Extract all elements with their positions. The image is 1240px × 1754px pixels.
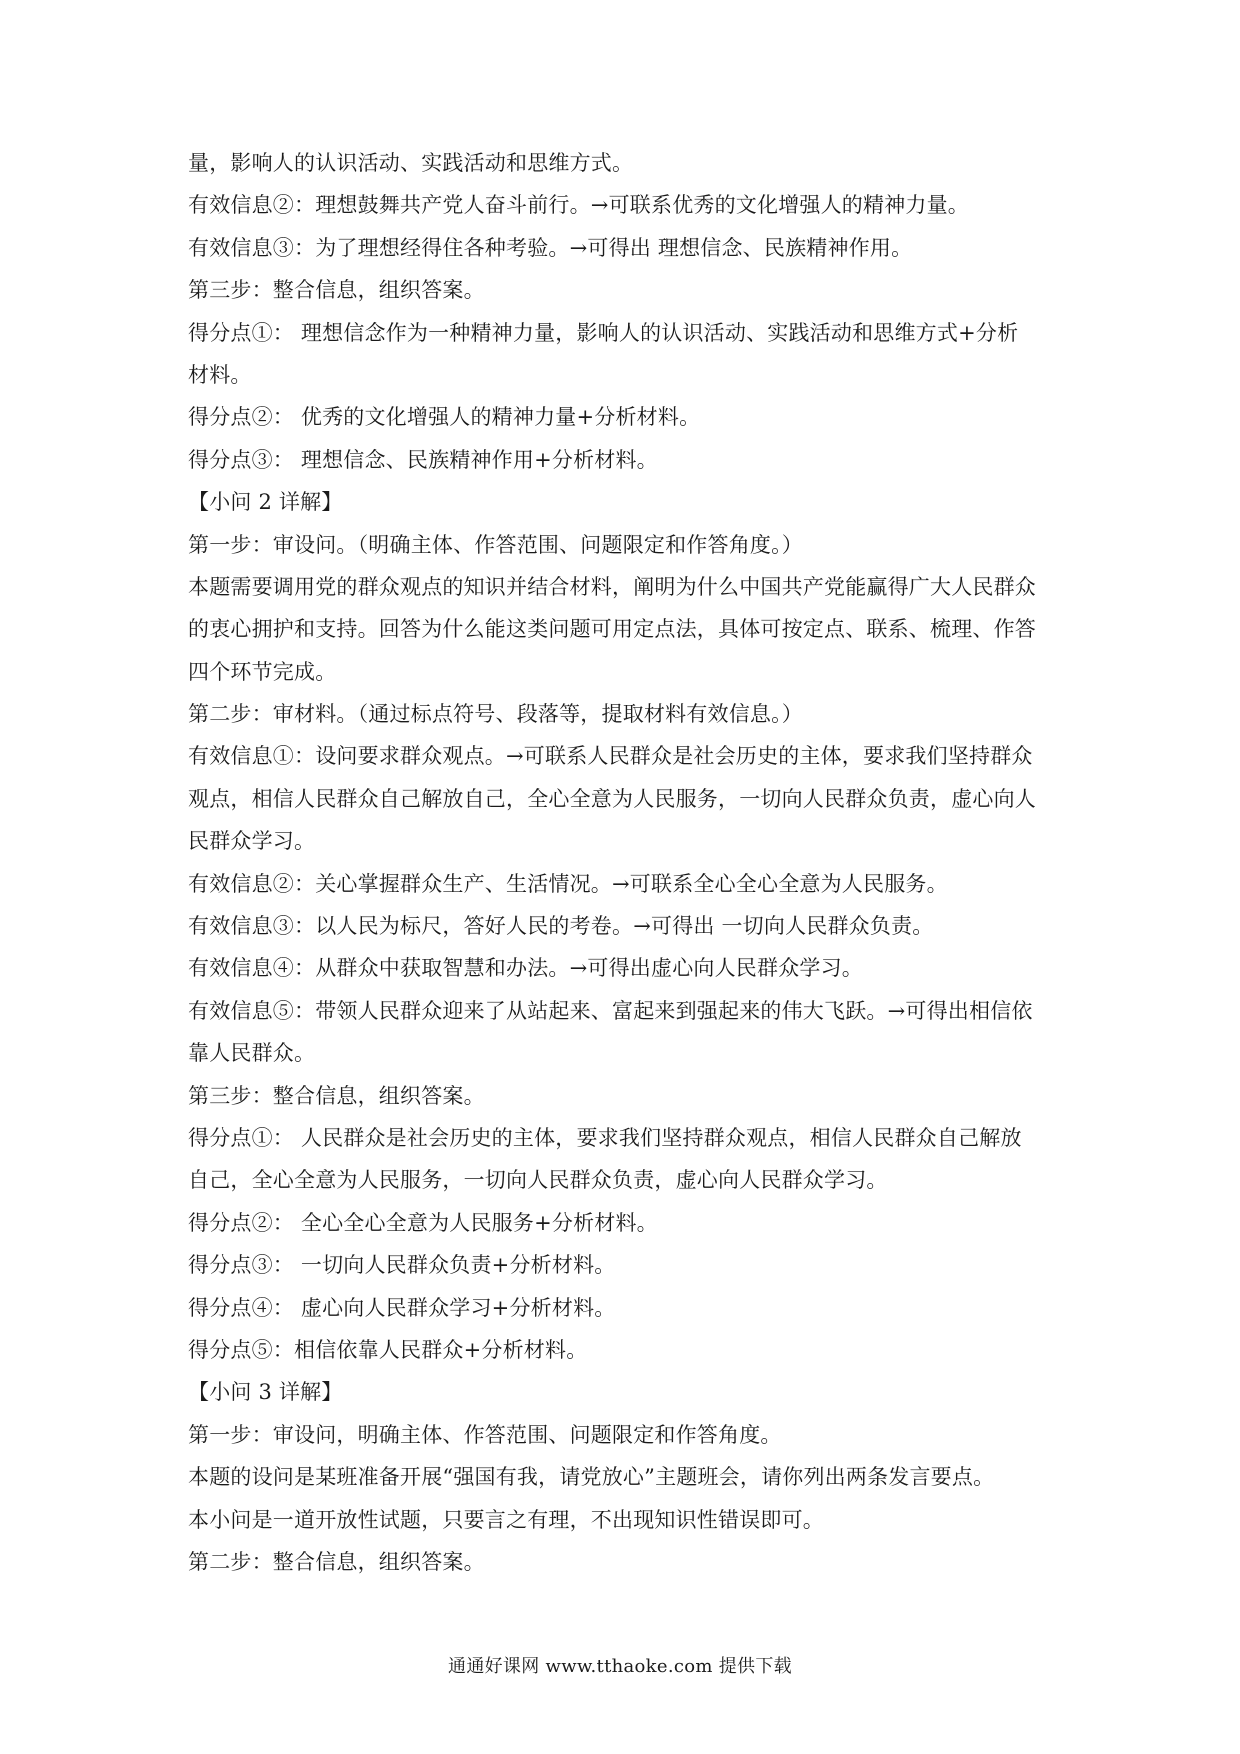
text-line: 【小问 2 详解】 <box>188 490 343 515</box>
text-line: 得分点④： 虚心向人民群众学习+分析材料。 <box>188 1295 616 1320</box>
text-line: 有效信息①：设问要求群众观点。→可联系人民群众是社会历史的主体，要求我们坚持群众 <box>188 744 1033 769</box>
text-line: 自己，全心全意为人民服务，一切向人民群众负责，虚心向人民群众学习。 <box>188 1168 888 1193</box>
text-line: 得分点③： 理想信念、民族精神作用+分析材料。 <box>188 447 658 472</box>
text-line: 得分点②： 全心全心全意为人民服务+分析材料。 <box>188 1210 658 1235</box>
text-line: 有效信息②：关心掌握群众生产、生活情况。→可联系全心全心全意为人民服务。 <box>188 871 948 896</box>
text-line: 第二步：审材料。（通过标点符号、段落等，提取材料有效信息。） <box>188 702 803 727</box>
text-line: 靠人民群众。 <box>188 1041 316 1066</box>
text-line: 第三步：整合信息，组织答案。 <box>188 278 485 303</box>
text-line: 第一步：审设问，明确主体、作答范围、问题限定和作答角度。 <box>188 1422 782 1447</box>
text-line: 有效信息③：为了理想经得住各种考验。→可得出 理想信念、民族精神作用。 <box>188 235 913 260</box>
text-line: 量，影响人的认识活动、实践活动和思维方式。 <box>188 151 634 175</box>
document-body <box>188 142 1058 1583</box>
text-line: 有效信息②：理想鼓舞共产党人奋斗前行。→可联系优秀的文化增强人的精神力量。 <box>188 193 969 218</box>
text-line: 第一步：审设问。（明确主体、作答范围、问题限定和作答角度。） <box>188 532 803 557</box>
text-line: 本小问是一道开放性试题，只要言之有理，不出现知识性错误即可。 <box>188 1507 824 1532</box>
page-footer: 通通好课网 www.tthaoke.com 提供下载 <box>448 1656 792 1677</box>
text-line: 本题需要调用党的群众观点的知识并结合材料，阐明为什么中国共产党能赢得广大人民群众 <box>188 574 1036 599</box>
text-line: 第三步：整合信息，组织答案。 <box>188 1083 485 1108</box>
text-line: 得分点⑤：相信依靠人民群众+分析材料。 <box>188 1337 588 1362</box>
text-line: 观点，相信人民群众自己解放自己，全心全意为人民服务，一切向人民群众负责，虚心向人 <box>188 786 1036 811</box>
text-line: 民群众学习。 <box>188 829 316 854</box>
text-line: 本题的设问是某班准备开展“强国有我，请党放心”主题班会，请你列出两条发言要点。 <box>188 1465 995 1490</box>
text-line: 得分点③： 一切向人民群众负责+分析材料。 <box>188 1253 616 1278</box>
text-line: 得分点②： 优秀的文化增强人的精神力量+分析材料。 <box>188 405 701 430</box>
text-line: 得分点①： 人民群众是社会历史的主体，要求我们坚持群众观点，相信人民群众自己解放 <box>188 1125 1022 1150</box>
text-line: 第二步：整合信息，组织答案。 <box>188 1549 485 1574</box>
text-line: 材料。 <box>188 362 252 387</box>
text-line: 的衷心拥护和支持。回答为什么能这类问题可用定点法，具体可按定点、联系、梳理、作答 <box>188 617 1036 642</box>
text-line: 四个环节完成。 <box>188 659 337 684</box>
text-line: 有效信息④：从群众中获取智慧和办法。→可得出虚心向人民群众学习。 <box>188 956 863 981</box>
text-line: 得分点①： 理想信念作为一种精神力量，影响人的认识活动、实践活动和思维方式+分析 <box>188 320 1019 345</box>
text-line: 有效信息③：以人民为标尺，答好人民的考卷。→可得出 一切向人民群众负责。 <box>188 914 934 939</box>
text-line: 【小问 3 详解】 <box>188 1380 343 1405</box>
text-line: 有效信息⑤：带领人民群众迎来了从站起来、富起来到强起来的伟大飞跃。→可得出相信依 <box>188 998 1033 1023</box>
